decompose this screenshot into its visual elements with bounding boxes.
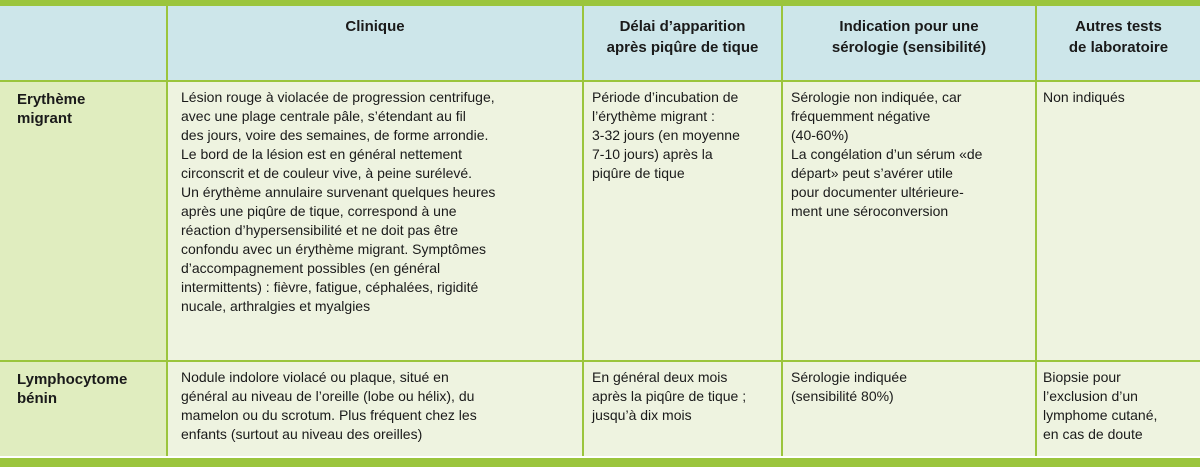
bottom-rule [0,458,1200,467]
header-clinique: Clinique [167,6,583,81]
lyme-table [0,6,1200,456]
table-row [0,361,1200,456]
cell-autres-tests: Non indiqués [1036,81,1200,361]
table-row [0,81,1200,361]
header-delai: Délai d’apparition après piqûre de tique [583,6,782,81]
header-cell-empty [0,6,167,81]
cell-clinique: Nodule indolore violacé ou plaque, situé en général au niveau de l’oreille (lobe ou hélix), du mamelon ou du scrotum. Plus fréquent chez les enfants (surtout au niveau des oreilles) [167,361,583,456]
cell-delai: En général deux mois après la piqûre de tique ; jusqu’à dix mois [583,361,782,456]
cell-serologie: Sérologie indiquée (sensibilité 80%) [782,361,1036,456]
header-serologie: Indication pour une sérologie (sensibilité) [782,6,1036,81]
header-autres-tests: Autres tests de laboratoire [1036,6,1200,81]
cell-serologie: Sérologie non indiquée, car fréquemment négative (40-60%) La congélation d’un sérum «de départ» peut s’avérer utile pour documenter ultérieure- ment une séroconversion [782,81,1036,361]
header-row [0,6,1200,81]
cell-clinique: Lésion rouge à violacée de progression centrifuge, avec une plage centrale pâle, s’étendant au fil des jours, voire des semaines, de forme arrondie. Le bord de la lésion est en général nettement circonscrit et de couleur vive, à peine surélevé. Un érythème annulaire survenant quelques heures après une piqûre de tique, correspond à une réaction d’hypersensibilité et ne doit pas être confondu avec un érythème migrant. Symptômes d’accompagnement possibles (en général intermittents) : fièvre, fatigue, céphalées, rigidité nucale, arthralgies et myalgies [167,81,583,361]
cell-autres-tests: Biopsie pour l’exclusion d’un lymphome cutané, en cas de doute [1036,361,1200,456]
row-label: Erythème migrant [0,81,167,361]
cell-delai: Période d’incubation de l’érythème migrant : 3-32 jours (en moyenne 7-10 jours) après la piqûre de tique [583,81,782,361]
row-label: Lymphocytome bénin [0,361,167,456]
